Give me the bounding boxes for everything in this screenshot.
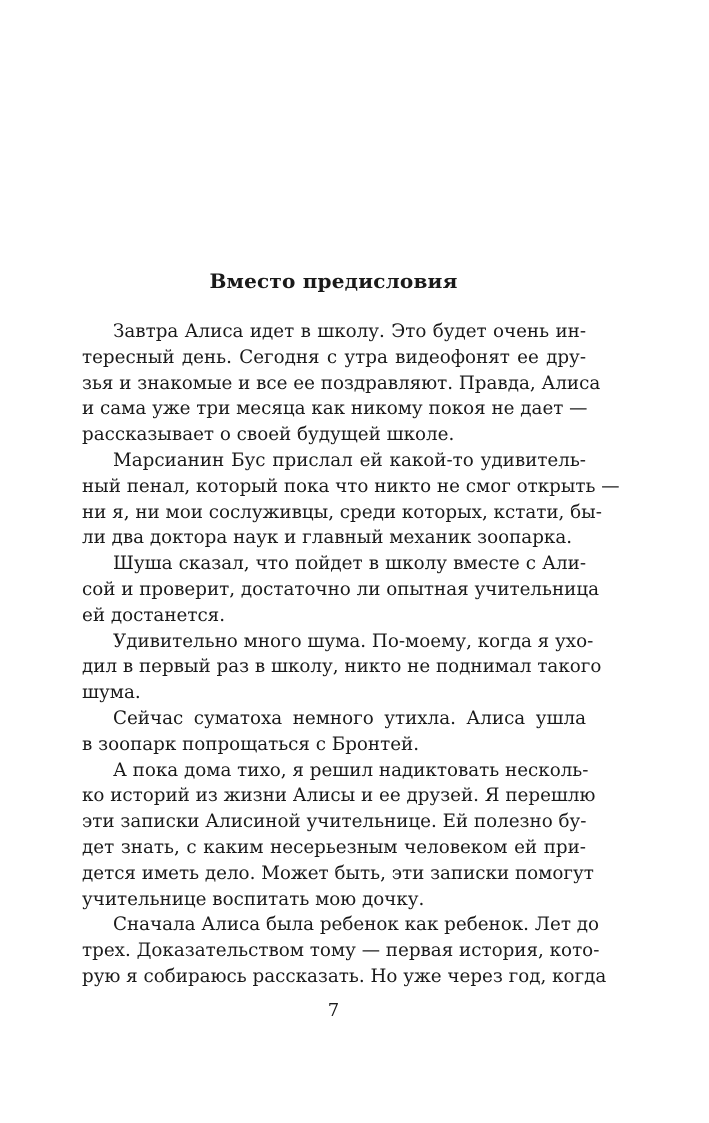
text-line: тересный день. Сегодня с утра видеофонят ее дру- — [82, 346, 586, 368]
paragraph — [82, 448, 620, 551]
text-line: ко историй из жизни Алисы и ее друзей. Я перешлю — [82, 785, 596, 807]
text-line: учительнице воспитать мою дочку. — [82, 888, 425, 910]
text-line: эти записки Алисиной учительнице. Ей полезно бу- — [82, 811, 587, 833]
text-line: А пока дома тихо, я решил надиктовать несколь- — [113, 759, 589, 781]
text-line: шума. — [82, 682, 141, 704]
text-line: в зоопарк попрощаться с Бронтей. — [82, 733, 420, 755]
text-line: сой и проверит, достаточно ли опытная учительница — [82, 578, 600, 600]
text-line: дил в первый раз в школу, никто не поднимал такого — [82, 656, 602, 678]
text-line: Завтра Алиса идет в школу. Это будет очень ин- — [113, 321, 586, 342]
text-line: и сама уже три месяца как никому покоя не дает — — [82, 398, 588, 420]
text-line: рассказывает о своей будущей школе. — [82, 424, 455, 446]
page-number: 7 — [327, 1000, 340, 1021]
text-line: дет знать, с каким несерьезным человеком ей при- — [82, 836, 586, 858]
text-line: Марсианин Бус прислал ей какой-то удивитель- — [113, 449, 586, 471]
paragraph — [82, 912, 607, 989]
paragraph — [82, 629, 602, 706]
paragraph — [82, 706, 586, 758]
text-line: ей достанется. — [82, 604, 226, 626]
text-line: дется иметь дело. Может быть, эти записки помогут — [82, 862, 594, 884]
text-line: ли два доктора наук и главный механик зоопарка. — [82, 527, 573, 549]
text-line: Шуша сказал, что пойдет в школу вместе с Али- — [113, 553, 586, 575]
text-line: трех. Доказательством тому — первая история, кото- — [82, 940, 600, 962]
paragraph — [82, 758, 596, 913]
body-text — [82, 319, 620, 990]
text-line: зья и знакомые и все ее поздравляют. Правда, Алиса — [82, 372, 601, 394]
text-line: ный пенал, который пока что никто не смог открыть — — [82, 475, 620, 497]
text-line: Сначала Алиса была ребенок как ребенок. Лет до — [113, 914, 600, 936]
text-line: Сейчас суматоха немного утихла. Алиса ушла — [113, 707, 586, 729]
paragraph — [82, 319, 601, 448]
chapter-title: Вместо предисловия — [209, 269, 458, 293]
paragraph — [82, 551, 600, 628]
text-line: рую я собираюсь рассказать. Но уже через год, когда — [82, 965, 607, 987]
text-line: ни я, ни мои сослуживцы, среди которых, кстати, бы- — [82, 501, 602, 523]
text-line: Удивительно много шума. По-моему, когда я ухо- — [113, 630, 594, 652]
